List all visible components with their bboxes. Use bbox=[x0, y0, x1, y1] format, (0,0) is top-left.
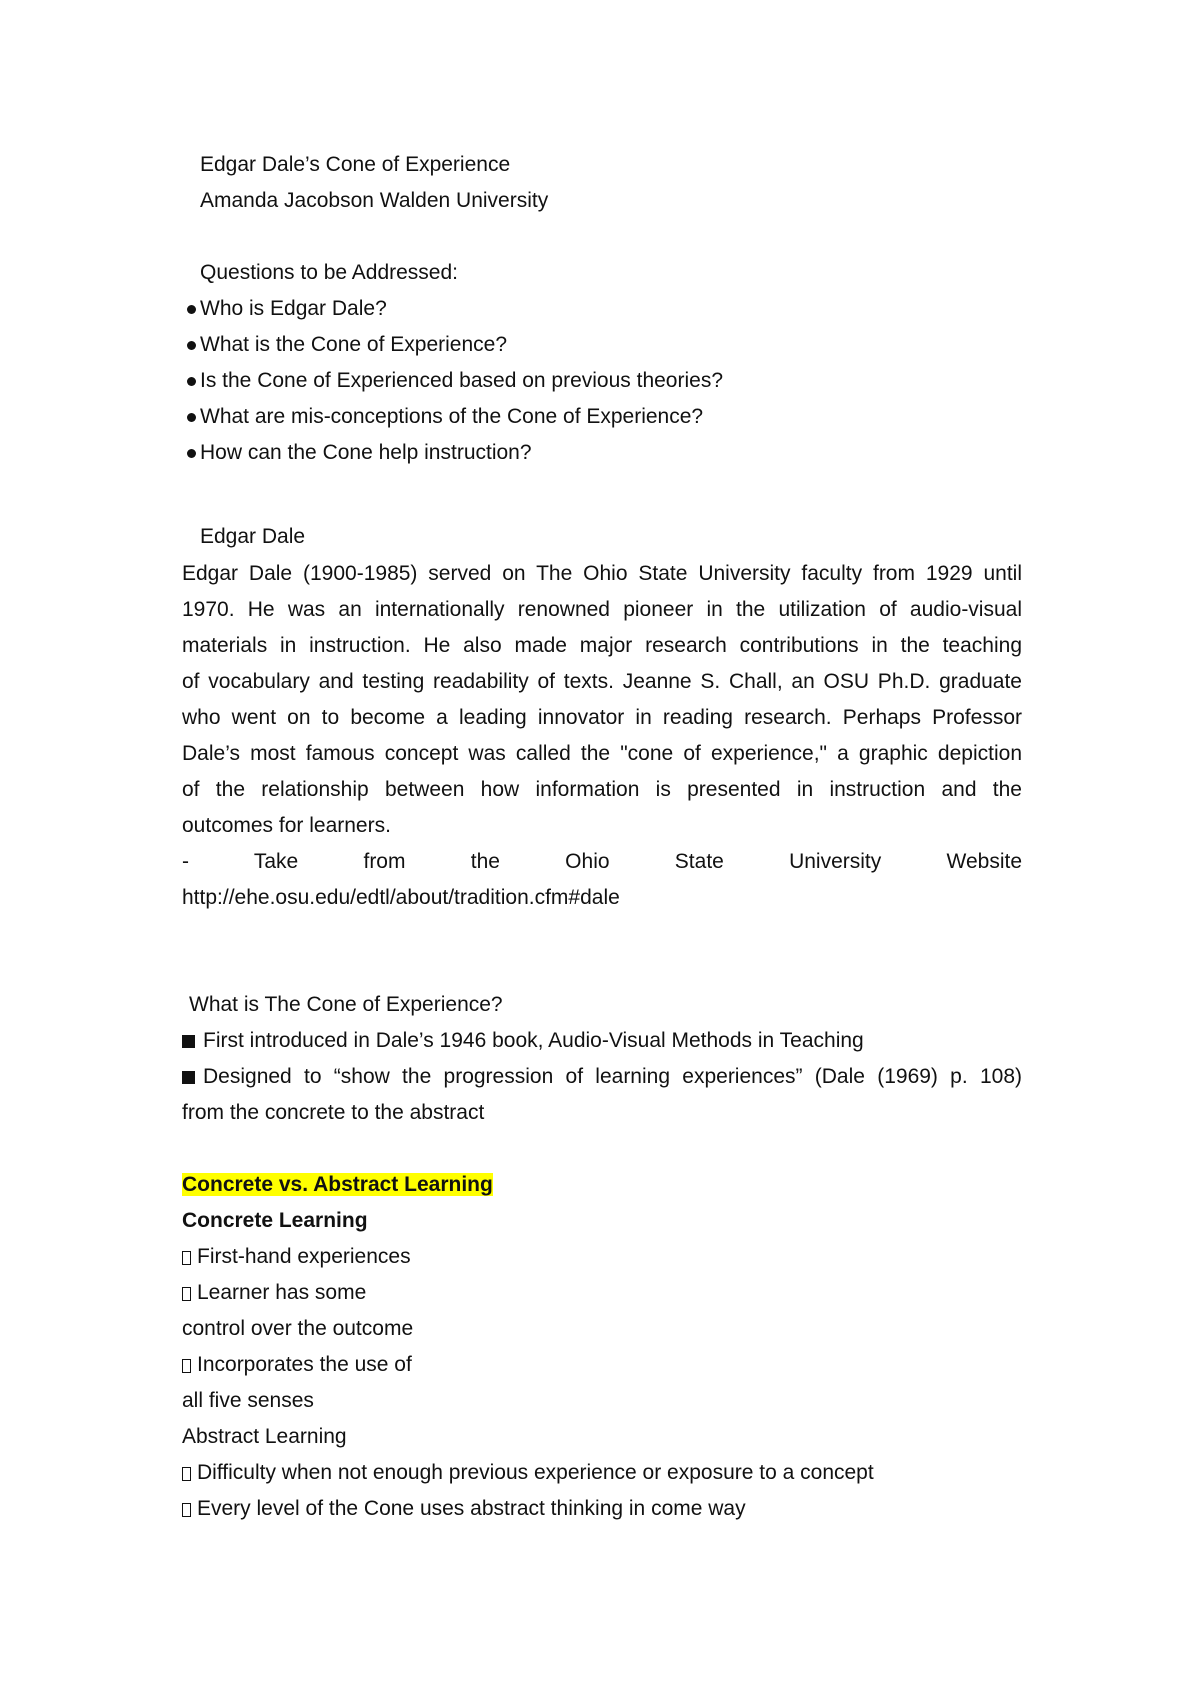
document-title: Edgar Dale’s Cone of Experience bbox=[200, 153, 511, 176]
bullet-dot-icon bbox=[187, 305, 196, 314]
abstract-learning-heading: Abstract Learning bbox=[182, 1425, 347, 1448]
dale-para-line: of vocabulary and testing readability of texts. Jeanne S. Chall, an OSU Ph.D. graduate bbox=[182, 670, 1022, 693]
concrete-item: Learner has some bbox=[182, 1280, 366, 1306]
abstract-item: Every level of the Cone uses abstract thinking in come way bbox=[182, 1496, 746, 1522]
abstract-item: Difficulty when not enough previous experience or exposure to a concept bbox=[182, 1460, 874, 1486]
bullet-dot-icon bbox=[187, 341, 196, 350]
question-item: What are mis-conceptions of the Cone of Experience? bbox=[200, 404, 703, 430]
dale-para-line: outcomes for learners. bbox=[182, 814, 391, 837]
section-heading-edgar-dale: Edgar Dale bbox=[200, 525, 306, 548]
cone-item-continued: from the concrete to the abstract bbox=[182, 1101, 485, 1124]
concrete-item: First-hand experiences bbox=[182, 1244, 411, 1270]
missing-glyph-icon bbox=[182, 1467, 191, 1481]
concrete-item-continued: all five senses bbox=[182, 1389, 314, 1412]
dale-para-line: Dale’s most famous concept was called the "cone of experience," a graphic depiction bbox=[182, 742, 1022, 765]
question-item: Who is Edgar Dale? bbox=[200, 296, 387, 322]
author-line: Amanda Jacobson Walden University bbox=[200, 189, 549, 212]
dale-para-line: 1970. He was an internationally renowned pioneer in the utilization of audio-visual bbox=[182, 598, 1022, 621]
section-heading-learning: Concrete vs. Abstract Learning bbox=[182, 1173, 493, 1196]
source-line: - Take from the Ohio State University Website bbox=[182, 850, 1022, 873]
dale-para-line: who went on to become a leading innovator in reading research. Perhaps Professor bbox=[182, 706, 1022, 729]
section-heading-cone: What is The Cone of Experience? bbox=[189, 993, 503, 1016]
concrete-item-continued: control over the outcome bbox=[182, 1317, 414, 1340]
dale-para-line: materials in instruction. He also made major research contributions in the teaching bbox=[182, 634, 1022, 657]
concrete-learning-heading: Concrete Learning bbox=[182, 1209, 368, 1232]
bullet-dot-icon bbox=[187, 449, 196, 458]
dale-para-line: Edgar Dale (1900-1985) served on The Ohio State University faculty from 1929 until bbox=[182, 562, 1022, 585]
source-url[interactable]: http://ehe.osu.edu/edtl/about/tradition.cfm#dale bbox=[182, 886, 620, 909]
missing-glyph-icon bbox=[182, 1503, 191, 1517]
question-item: What is the Cone of Experience? bbox=[200, 332, 507, 358]
question-item: How can the Cone help instruction? bbox=[200, 440, 532, 466]
dale-para-line: of the relationship between how information is presented in instruction and the bbox=[182, 778, 1022, 801]
missing-glyph-icon bbox=[182, 1359, 191, 1373]
square-bullet-icon bbox=[182, 1071, 195, 1084]
missing-glyph-icon bbox=[182, 1251, 191, 1265]
cone-item: First introduced in Dale’s 1946 book, Audio-Visual Methods in Teaching bbox=[182, 1028, 864, 1054]
concrete-item: Incorporates the use of bbox=[182, 1352, 412, 1378]
square-bullet-icon bbox=[182, 1035, 195, 1048]
bullet-dot-icon bbox=[187, 377, 196, 386]
question-item: Is the Cone of Experienced based on previous theories? bbox=[200, 368, 723, 394]
cone-item: Designed to “show the progression of learning experiences” (Dale (1969) p. 108) bbox=[182, 1064, 1022, 1090]
questions-heading: Questions to be Addressed: bbox=[200, 261, 458, 284]
missing-glyph-icon bbox=[182, 1287, 191, 1301]
bullet-dot-icon bbox=[187, 413, 196, 422]
